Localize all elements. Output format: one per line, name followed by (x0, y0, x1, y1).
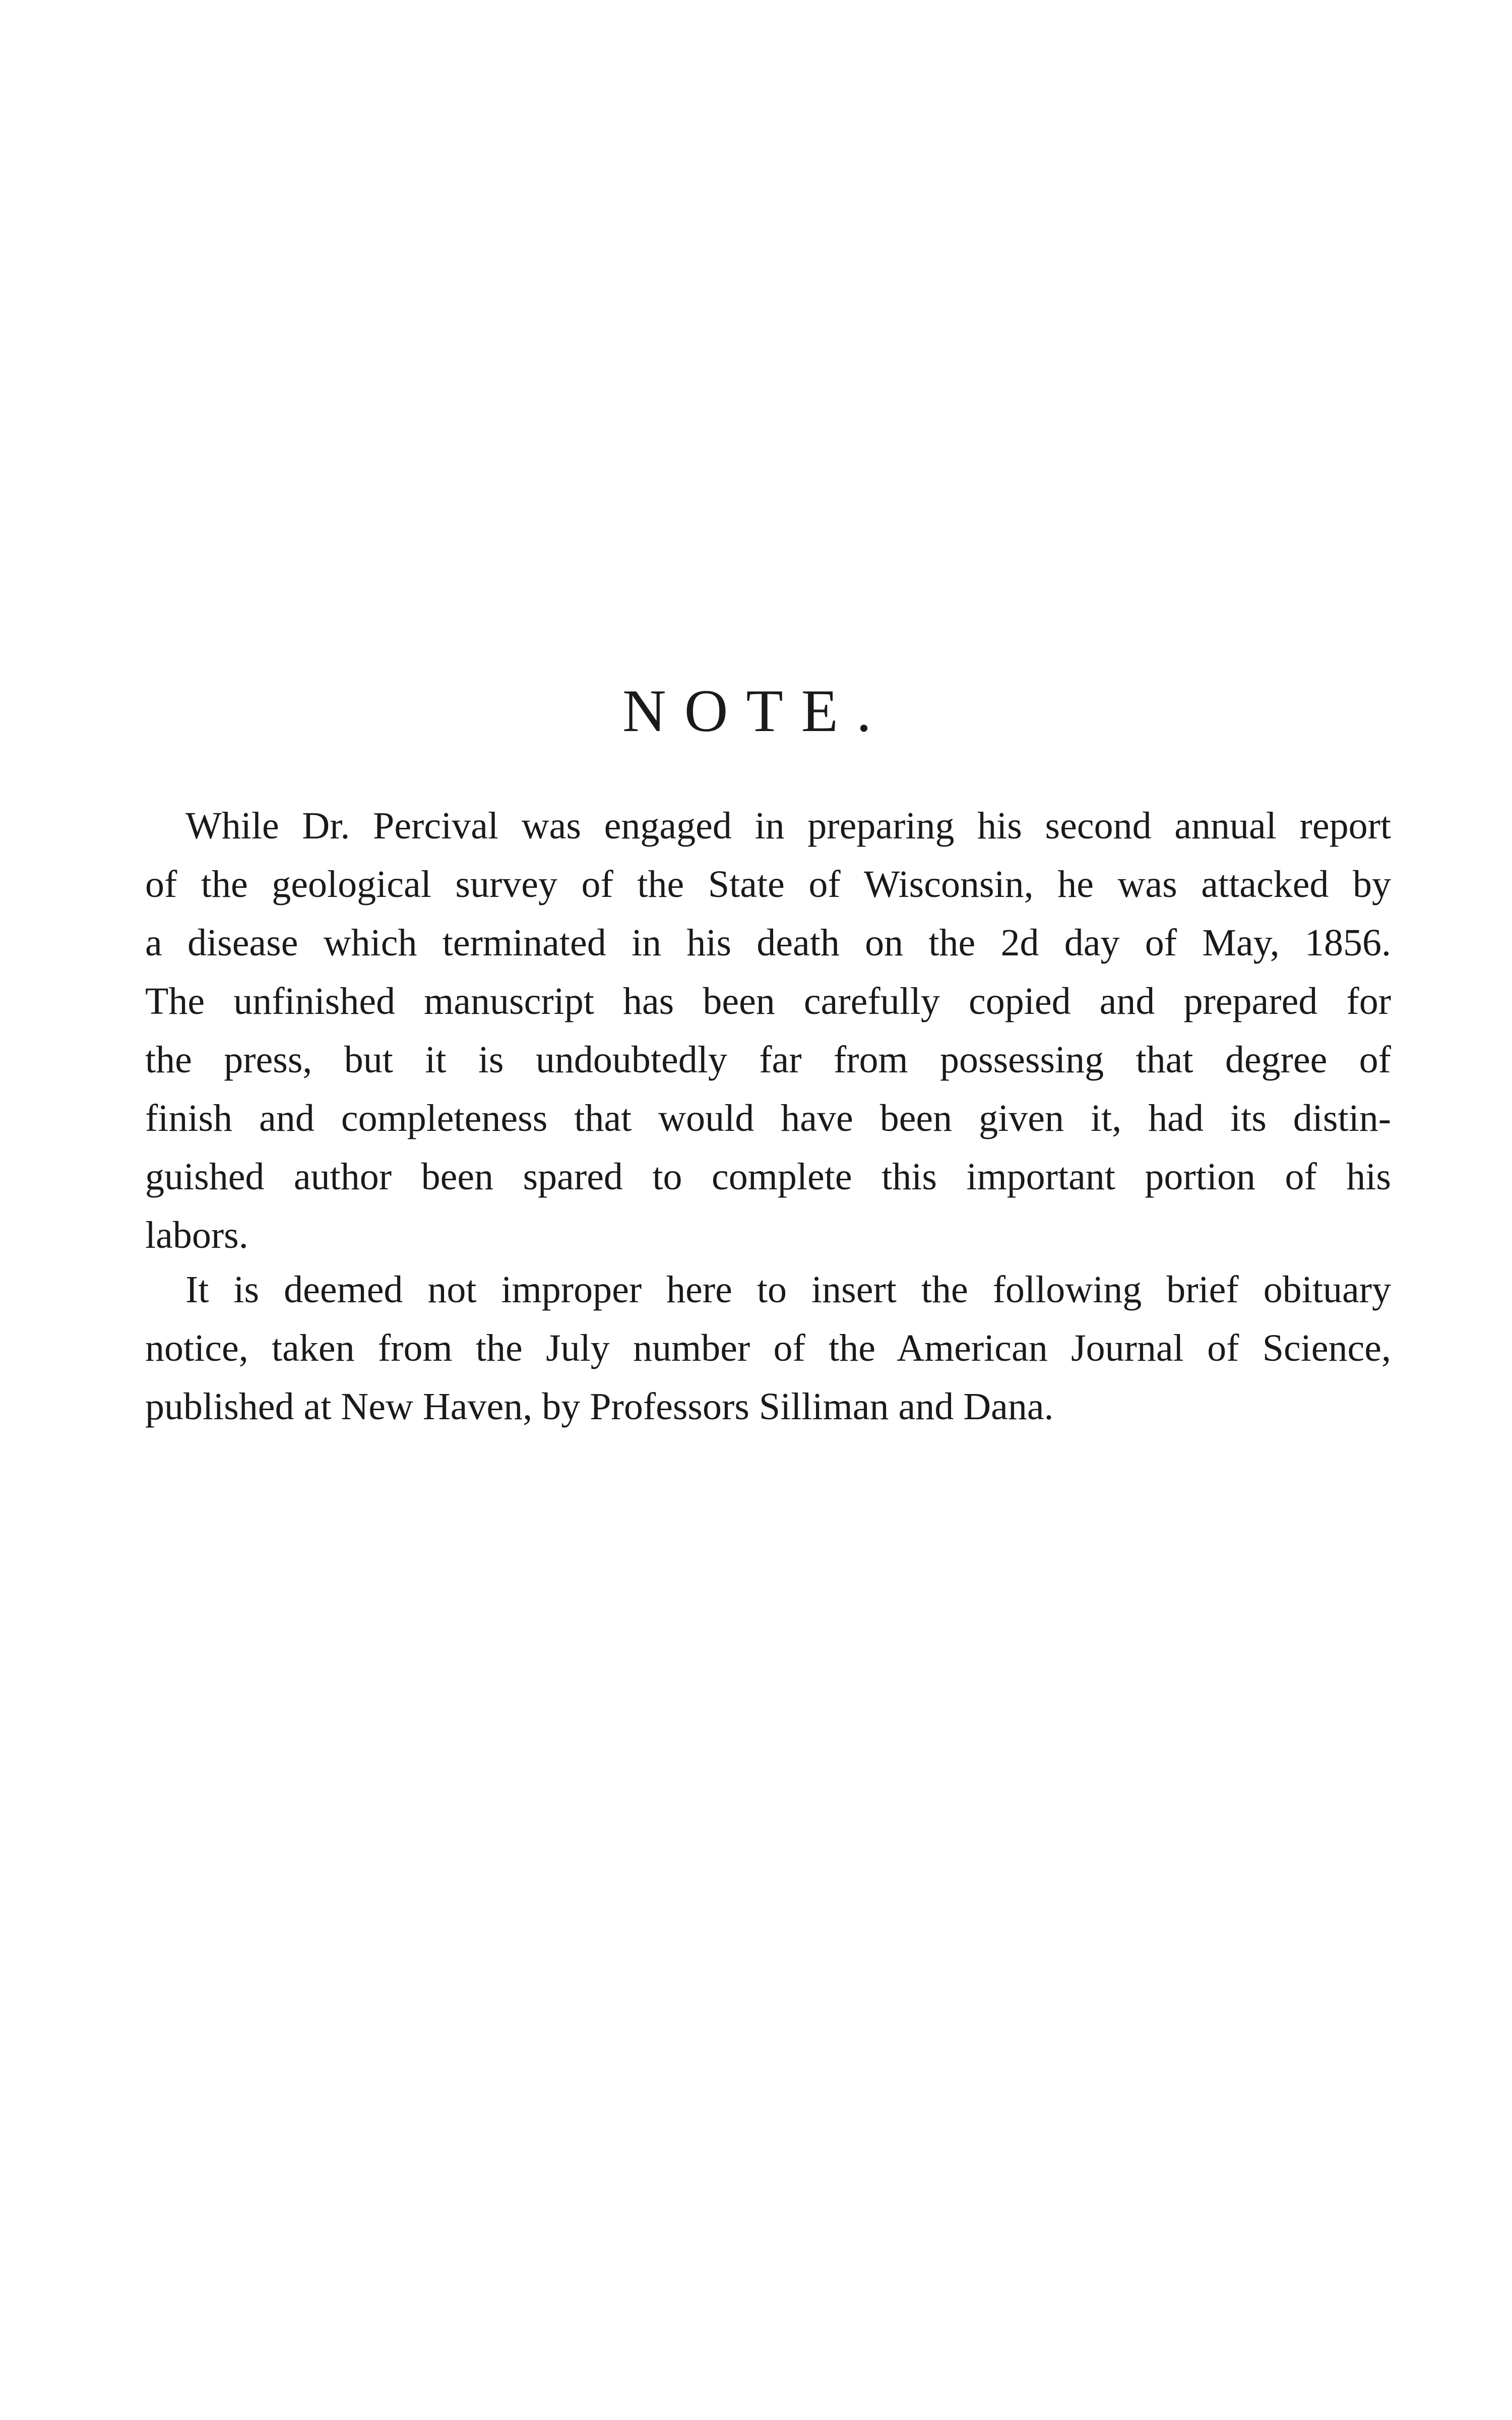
page-heading: NOTE. (622, 677, 890, 744)
paragraph-1 (145, 797, 1391, 1264)
paragraph-1-line-1: While Dr. Percival was engaged in preparing his second annual report (185, 805, 1391, 847)
paragraph-1-line-3: a disease which terminated in his death on the 2d day of May, 1856. (145, 922, 1391, 964)
paragraph-1-line-7: guished author been spared to complete this important portion of his (145, 1156, 1391, 1198)
paragraph-1-line-5: the press, but it is undoubtedly far from possessing that degree of (145, 1039, 1391, 1081)
paragraph-2-line-2: notice, taken from the July number of the American Journal of Science, (145, 1327, 1391, 1369)
paragraph-2-line-3: published at New Haven, by Professors Silliman and Dana. (145, 1385, 1054, 1428)
paragraph-1-line-2: of the geological survey of the State of Wisconsin, he was attacked by (145, 863, 1391, 905)
paragraph-1-line-8: labors. (145, 1214, 248, 1256)
paragraph-1-line-6: finish and completeness that would have been given it, had its distin- (145, 1097, 1391, 1139)
paragraph-1-line-4: The unfinished manuscript has been carefully copied and prepared for (145, 980, 1391, 1022)
paragraph-2-line-1: It is deemed not improper here to insert the following brief obituary (185, 1268, 1391, 1311)
paragraph-2 (145, 1260, 1391, 1436)
